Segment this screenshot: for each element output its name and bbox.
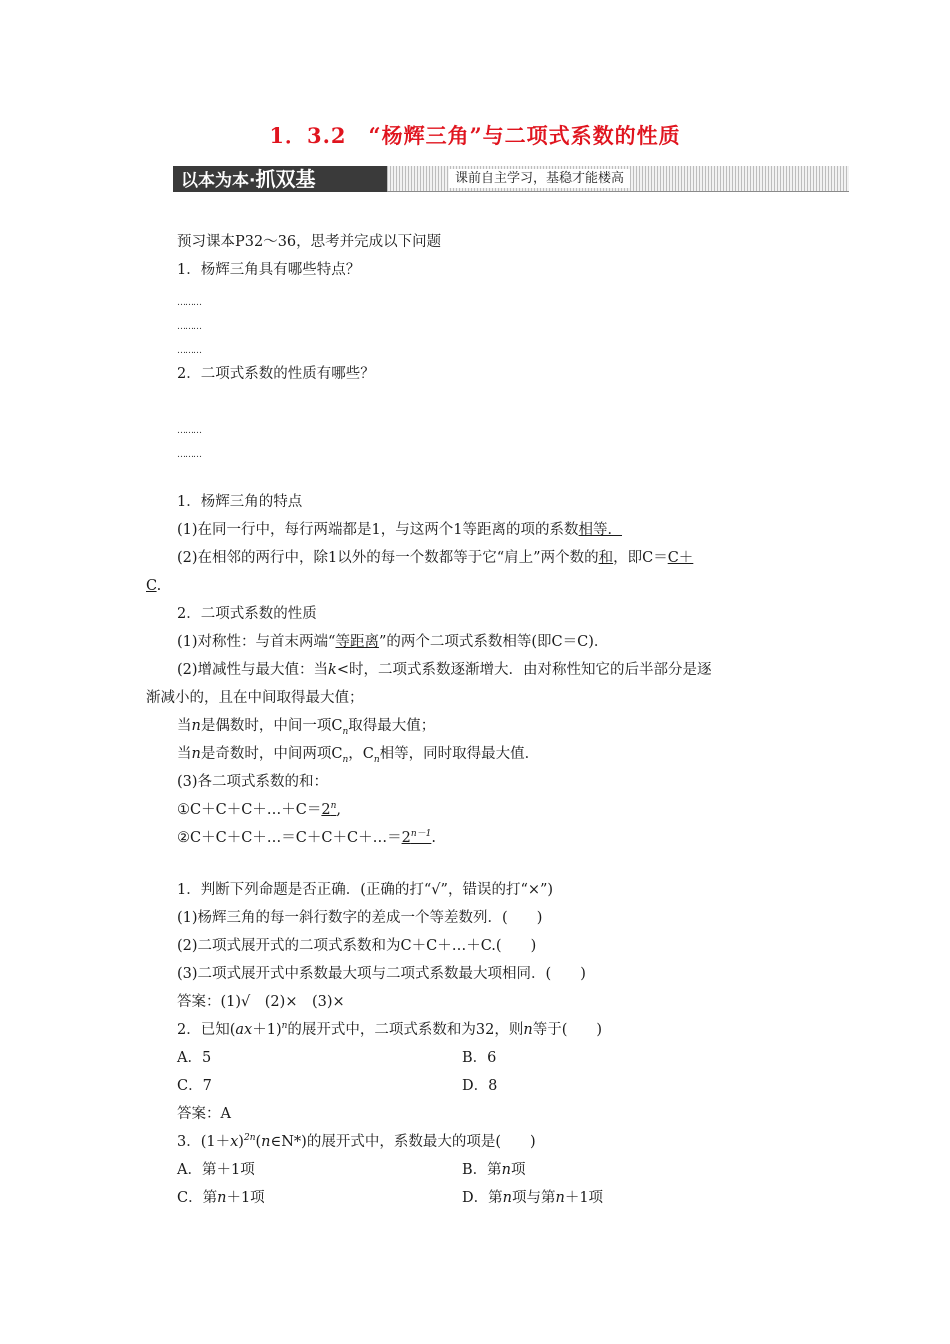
math-sup: n bbox=[330, 801, 337, 812]
notes-heading-1: 1．杨辉三角的特点 bbox=[177, 494, 303, 510]
text: , bbox=[336, 802, 342, 818]
math-sup: n bbox=[281, 1021, 288, 1032]
text: . bbox=[431, 830, 436, 846]
banner-strip bbox=[387, 166, 849, 192]
exercise-1: 1．判断下列命题是否正确．(正确的打“√”，错误的打“×”) bbox=[177, 882, 554, 898]
text: 项 bbox=[511, 1162, 526, 1178]
text: 项与第 bbox=[511, 1190, 556, 1206]
text: 2．已知( bbox=[177, 1022, 236, 1038]
notes-point-1 bbox=[177, 520, 622, 540]
text: ) bbox=[238, 1134, 244, 1150]
fill-answer: 相等． bbox=[578, 522, 622, 538]
math-var: n bbox=[191, 718, 201, 734]
text: ，C bbox=[348, 746, 374, 762]
text: (1)在同一行中，每行两端都是1，与这两个1等距离的项的系数 bbox=[177, 522, 579, 538]
banner-subtitle: 课前自主学习，基稳才能楼高 bbox=[449, 169, 630, 188]
exercise-3 bbox=[177, 1132, 536, 1152]
option-a: A．5 bbox=[177, 1050, 212, 1066]
math-var: ax bbox=[235, 1022, 253, 1038]
text: 的展开式中，二项式系数和为32，则 bbox=[287, 1022, 524, 1038]
preview-question-1: 1．杨辉三角具有哪些特点？ bbox=[177, 262, 361, 278]
exercise-1a: (1)杨辉三角的每一斜行数字的差成一个等差数列．( ) bbox=[177, 910, 543, 926]
option-d: D．8 bbox=[462, 1078, 498, 1094]
notes-odd-case bbox=[177, 744, 539, 764]
answer-blank-line: ……… bbox=[177, 426, 201, 436]
math-var: n bbox=[502, 1190, 512, 1206]
text: ∈N*)的展开式中，系数最大的项是( ) bbox=[270, 1134, 536, 1150]
exercise-1c: (3)二项式展开式中系数最大项与二项式系数最大项相同．( ) bbox=[177, 966, 586, 982]
math-sup: 2n bbox=[243, 1133, 256, 1144]
answer-blank-line: ……… bbox=[177, 450, 201, 460]
notes-sum-2 bbox=[177, 828, 436, 848]
page-title: 1．3.2 “杨辉三角”与二项式系数的性质 bbox=[269, 123, 681, 148]
notes-sum-1 bbox=[177, 800, 341, 820]
exercise-2 bbox=[177, 1020, 602, 1040]
math-sup: n－1 bbox=[410, 829, 432, 840]
text: ①C＋C＋C＋…＋C＝ bbox=[177, 802, 322, 818]
math-sub: n bbox=[342, 726, 349, 737]
notes-even-case bbox=[177, 716, 435, 736]
notes-symmetry bbox=[177, 632, 608, 652]
banner-label-b: 抓双基 bbox=[255, 167, 316, 191]
math-sub: n bbox=[342, 754, 349, 765]
answer-blank-line: ……… bbox=[177, 346, 201, 356]
text: <时，二项式系数逐渐增大．由对称性知它的后半部分是逐 bbox=[336, 662, 712, 678]
notes-monotonic-cont: 渐减小的，且在中间取得最大值； bbox=[146, 690, 364, 706]
option-b bbox=[462, 1160, 526, 1180]
math-var: n bbox=[191, 746, 201, 762]
section-banner bbox=[173, 166, 849, 192]
option-a: A．第＋1项 bbox=[177, 1162, 255, 1178]
preview-question-2: 2．二项式系数的性质有哪些？ bbox=[177, 366, 375, 382]
notes-monotonic bbox=[177, 660, 712, 680]
text: . bbox=[156, 578, 162, 594]
option-c bbox=[177, 1188, 265, 1208]
math-var: x bbox=[230, 1134, 239, 1150]
notes-point-2 bbox=[177, 548, 693, 568]
answer-1: 答案：(1)√ (2)× (3)× bbox=[177, 994, 345, 1010]
text: 是奇数时，中间两项C bbox=[200, 746, 343, 762]
math-var: n bbox=[501, 1162, 511, 1178]
answer-2: 答案：A bbox=[177, 1106, 231, 1122]
text: 3．(1＋ bbox=[177, 1134, 231, 1150]
math-var: n bbox=[555, 1190, 565, 1206]
math-sub: n bbox=[373, 754, 380, 765]
text: 是偶数时，中间一项C bbox=[200, 718, 343, 734]
text: 取得最大值； bbox=[348, 718, 436, 734]
answer-blank-line: ……… bbox=[177, 322, 201, 332]
text: ＋1项 bbox=[564, 1190, 604, 1206]
text: (2)在相邻的两行中，除1以外的每一个数都等于它“肩上”两个数的 bbox=[177, 550, 599, 566]
banner-label bbox=[173, 166, 387, 192]
fill-answer bbox=[321, 802, 336, 818]
text: 2 bbox=[321, 802, 331, 818]
notes-heading-2: 2．二项式系数的性质 bbox=[177, 606, 317, 622]
text: B．第 bbox=[462, 1162, 502, 1178]
math-var: n bbox=[261, 1134, 271, 1150]
fill-answer: 等距离 bbox=[335, 634, 379, 650]
text: ( bbox=[255, 1134, 262, 1150]
text: (2)增减性与最大值：当 bbox=[177, 662, 329, 678]
text: D．第 bbox=[462, 1190, 503, 1206]
text: C．第 bbox=[177, 1190, 218, 1206]
option-d bbox=[462, 1188, 603, 1208]
text: ”的两个二项式系数相等(即C＝C)． bbox=[378, 634, 609, 650]
text: (1)对称性：与首末两端“ bbox=[177, 634, 336, 650]
text: 当 bbox=[177, 746, 192, 762]
notes-sum-heading: (3)各二项式系数的和： bbox=[177, 774, 329, 790]
math-var: k bbox=[328, 662, 337, 678]
math-var: n bbox=[217, 1190, 227, 1206]
math-var: n bbox=[523, 1022, 533, 1038]
fill-answer: C bbox=[146, 578, 157, 594]
fill-answer: C＋ bbox=[667, 550, 694, 566]
fill-answer bbox=[402, 830, 432, 846]
fill-answer: 和 bbox=[598, 550, 614, 566]
text: ②C＋C＋C＋…＝C＋C＋C＋…＝ bbox=[177, 830, 402, 846]
option-b: B．6 bbox=[462, 1050, 497, 1066]
preview-intro: 预习课本P32～36，思考并完成以下问题 bbox=[177, 234, 442, 250]
exercise-1b: (2)二项式展开式的二项式系数和为C＋C＋…＋C.( ) bbox=[177, 938, 537, 954]
text: 等于( ) bbox=[532, 1022, 603, 1038]
text: 当 bbox=[177, 718, 192, 734]
text: 相等，同时取得最大值． bbox=[379, 746, 540, 762]
answer-blank-line: ……… bbox=[177, 298, 201, 308]
text: ＋1项 bbox=[226, 1190, 265, 1206]
text: 2 bbox=[401, 830, 411, 846]
text: ＋1) bbox=[252, 1022, 282, 1038]
text: ，即C＝ bbox=[613, 550, 668, 566]
option-c: C．7 bbox=[177, 1078, 212, 1094]
notes-point-2-cont bbox=[146, 576, 161, 596]
banner-label-a: 以本为本· bbox=[181, 171, 256, 191]
